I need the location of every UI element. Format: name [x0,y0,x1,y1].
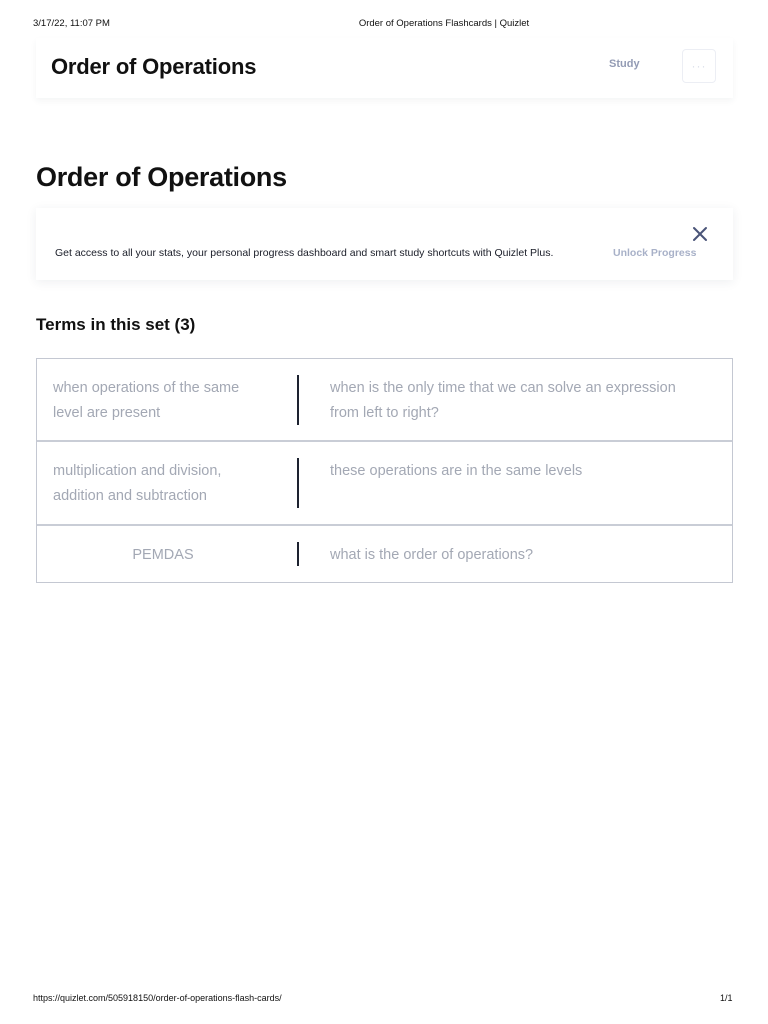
close-icon[interactable] [692,226,708,242]
more-dots-icon: ··· [691,59,707,73]
term-text: when operations of the same level are present [53,380,240,421]
definition-text: when is the only time that we can solve an expression from left to right? [330,380,676,421]
print-document-title: Order of Operations Flashcards | Quizlet [358,18,530,29]
term-row [37,359,732,442]
print-datetime: 3/17/22, 11:07 PM [33,18,110,29]
term-row [37,442,732,526]
upgrade-banner [36,208,733,280]
term-divider [297,458,299,508]
definition-text: these operations are in the same levels [330,463,583,479]
print-page-number: 1/1 [720,993,733,1003]
print-url: https://quizlet.com/505918150/order-of-operations-flash-cards/ [33,993,282,1003]
term-divider [297,542,299,566]
print-header [0,18,768,32]
unlock-progress-link[interactable]: Unlock Progress [613,247,697,259]
study-button[interactable]: Study [609,58,640,70]
upgrade-banner-text: Get access to all your stats, your personal progress dashboard and smart study shortcuts with Quizlet Plus. [55,247,554,259]
term-text: PEMDAS [132,547,194,563]
more-options-button[interactable] [682,49,716,83]
terms-list [36,358,733,583]
term-row [37,526,732,582]
page-title: Order of Operations [36,162,287,192]
definition-text: what is the order of operations? [330,547,534,563]
set-header-bar [36,38,733,98]
terms-heading: Terms in this set (3) [36,315,196,334]
set-header-title: Order of Operations [51,54,257,79]
term-divider [297,375,299,425]
term-text: multiplication and division, addition and subtraction [53,463,222,504]
